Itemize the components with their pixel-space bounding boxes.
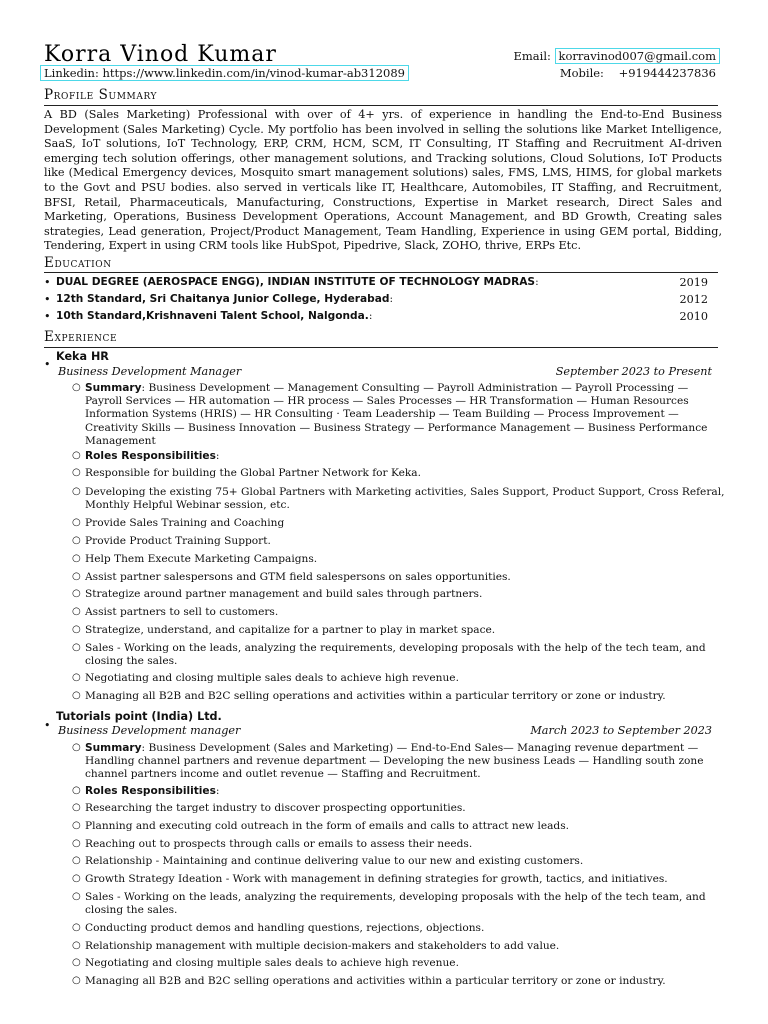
circle-bullet-icon: ○ (72, 957, 81, 968)
list-item: ○ Managing all B2B and B2C selling operations and activities within a particular territory or zone or industry. (72, 690, 666, 702)
experience-heading: Experience (44, 329, 118, 345)
circle-bullet-icon: ○ (72, 467, 81, 478)
circle-bullet-icon: ○ (72, 690, 81, 701)
circle-bullet-icon: ○ (72, 838, 81, 849)
circle-bullet-icon: ○ (72, 571, 81, 582)
bullet-icon: • (44, 358, 51, 371)
list-item: ○ Strategize around partner management and build sales through partners. (72, 588, 483, 600)
circle-bullet-icon: ○ (72, 855, 81, 866)
bullet-icon: • (44, 293, 51, 306)
list-item: ○ Relationship - Maintaining and continue delivering value to our new and existing customers. (72, 855, 584, 867)
list-item: ○ Relationship management with multiple decision-makers and stakeholders to add value. (72, 940, 560, 952)
list-item: ○ Assist partner salespersons and GTM field salespersons on sales opportunities. (72, 571, 511, 583)
summary-item: ○ Summary: Business Development (Sales and Marketing) — End-to-End Sales— Managing revenue department — Handling channel partners and revenue department — Developing the new business Leads — Handling south zone channel partners income and outlet revenue — Staffing and Recruitment. (72, 742, 704, 781)
list-item: ○ Growth Strategy Ideation - Work with management in defining strategies for growth, tactics, and initiatives. (72, 873, 668, 885)
circle-bullet-icon: ○ (72, 382, 81, 393)
summary-item: ○ Summary: Business Development — Management Consulting — Payroll Administration — Payroll Processing — Payroll Services — HR automation — HR process — Sales Processes — HR Transformation — Human Resources Information Systems (HRIS) — HR Consulting · Team Leadership — Team Building — Process Improvement — Creativity Skills — Business Innovation — Business Strategy — Performance Management — Business Performance Management (72, 382, 708, 447)
company-name: Keka HR (56, 350, 109, 363)
list-item: ○ Planning and executing cold outreach in the form of emails and calls to attract new leads. (72, 820, 570, 832)
circle-bullet-icon: ○ (72, 606, 81, 617)
list-item: ○ Managing all B2B and B2C selling operations and activities within a particular territory or zone or industry. (72, 975, 666, 987)
list-item: ○ Help Them Execute Marketing Campaigns. (72, 553, 318, 565)
candidate-name: Korra Vinod Kumar (44, 42, 277, 67)
education-year: 2010 (679, 310, 708, 323)
list-item: ○ Negotiating and closing multiple sales deals to achieve high revenue. (72, 957, 459, 969)
list-item: ○ Strategize, understand, and capitalize for a partner to play in market space. (72, 624, 496, 636)
circle-bullet-icon: ○ (72, 553, 81, 564)
job-dates: March 2023 to September 2023 (530, 724, 712, 737)
list-item: ○ Reaching out to prospects through calls or emails to assess their needs. (72, 838, 473, 850)
list-item: ○ Provide Product Training Support. (72, 535, 271, 547)
education-degree: 12th Standard, Sri Chaitanya Junior College, Hyderabad: (56, 293, 394, 305)
circle-bullet-icon: ○ (72, 624, 81, 635)
list-item: ○ Negotiating and closing multiple sales deals to achieve high revenue. (72, 672, 459, 684)
bullet-icon: • (44, 719, 51, 732)
company-name: Tutorials point (India) Ltd. (56, 710, 222, 723)
list-item: ○ Conducting product demos and handling questions, rejections, objections. (72, 922, 485, 934)
list-item: ○ Sales - Working on the leads, analyzing the requirements, developing proposals with the help of the tech team, and closing the sales. (72, 642, 706, 668)
roles-heading-item: ○ Roles Responsibilities: (72, 450, 220, 462)
list-item: ○ Provide Sales Training and Coaching (72, 517, 285, 529)
bullet-icon: • (44, 276, 51, 289)
circle-bullet-icon: ○ (72, 642, 81, 653)
education-heading: Education (44, 255, 112, 271)
circle-bullet-icon: ○ (72, 873, 81, 884)
education-degree: 10th Standard,Krishnaveni Talent School, Nalgonda.: (56, 310, 373, 322)
circle-bullet-icon: ○ (72, 486, 81, 497)
mobile-number: +919444237836 (618, 66, 716, 80)
job-title: Business Development manager (58, 724, 241, 737)
linkedin-link[interactable]: Linkedin: https://www.linkedin.com/in/vinod-kumar-ab312089 (40, 65, 409, 81)
circle-bullet-icon: ○ (72, 940, 81, 951)
profile-summary-heading: Profile Summary (44, 87, 158, 103)
circle-bullet-icon: ○ (72, 517, 81, 528)
list-item: ○ Sales - Working on the leads, analyzing the requirements, developing proposals with the help of the tech team, and closing the sales. (72, 891, 706, 917)
mobile-line (560, 66, 716, 80)
circle-bullet-icon: ○ (72, 742, 81, 753)
email-label: Email: (513, 49, 551, 63)
email-line (513, 49, 720, 63)
section-divider (44, 272, 718, 273)
circle-bullet-icon: ○ (72, 588, 81, 599)
circle-bullet-icon: ○ (72, 975, 81, 986)
bullet-icon: • (44, 310, 51, 323)
circle-bullet-icon: ○ (72, 922, 81, 933)
profile-summary-text: A BD (Sales Marketing) Professional with over of 4+ yrs. of experience in handling the End-to-End Business Development (Sales Marketing) Cycle. My portfolio has been involved in selling the solutions like Market Intelligence, SaaS, IoT solutions, IoT Technology, ERP, CRM, HCM, SCM, IT Consulting, IT Staffing and Recruitment AI-driven emerging tech solution offerings, other management solutions, and Tracking solutions, Cloud Solutions, IoT Products like (Medical Emergency devices, Mosquito smart management solutions) sales, FMS, LMS, HIMS, for global markets to the Govt and PSU bodies. also served in verticals like IT, Healthcare, Automobiles, IT Staffing, and Recruitment, BFSI, Retail, Pharmaceuticals, Manufacturing, Constructions, Expertise in Market research, Direct Sales and Marketing, Operations, Business Development Operations, Account Management, and BD Growth, Creating sales strategies, Lead generation, Project/Product Management, Team Handling, Experience in using GEM portal, Bidding, Tendering, Expert in using CRM tools like HubSpot, Pipedrive, Slack, ZOHO, thrive, ERPs Etc. (44, 108, 722, 253)
list-item: ○ Developing the existing 75+ Global Partners with Marketing activities, Sales Support, Product Support, Cross Referal, Monthly Helpful Webinar session, etc. (72, 486, 725, 512)
education-year: 2012 (679, 293, 708, 306)
mobile-label: Mobile: (559, 66, 604, 80)
job-title: Business Development Manager (58, 365, 242, 378)
circle-bullet-icon: ○ (72, 820, 81, 831)
circle-bullet-icon: ○ (72, 535, 81, 546)
circle-bullet-icon: ○ (72, 891, 81, 902)
list-item: ○ Responsible for building the Global Partner Network for Keka. (72, 467, 421, 479)
circle-bullet-icon: ○ (72, 785, 81, 796)
roles-heading-item: ○ Roles Responsibilities: (72, 785, 220, 797)
email-link[interactable]: korravinod007@gmail.com (555, 48, 720, 64)
circle-bullet-icon: ○ (72, 672, 81, 683)
circle-bullet-icon: ○ (72, 450, 81, 461)
education-year: 2019 (679, 276, 708, 289)
education-degree: DUAL DEGREE (AEROSPACE ENGG), INDIAN INSTITUTE OF TECHNOLOGY MADRAS: (56, 276, 539, 288)
list-item: ○ Assist partners to sell to customers. (72, 606, 279, 618)
list-item: ○ Researching the target industry to discover prospecting opportunities. (72, 802, 466, 814)
circle-bullet-icon: ○ (72, 802, 81, 813)
job-dates: September 2023 to Present (555, 365, 712, 378)
section-divider (44, 347, 718, 348)
section-divider (44, 105, 718, 106)
